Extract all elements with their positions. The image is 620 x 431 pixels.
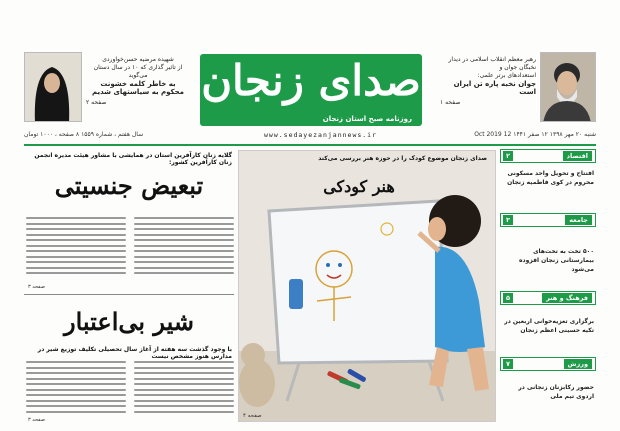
left-column bbox=[24, 147, 234, 431]
story1-body-right bbox=[134, 217, 234, 277]
story2-kicker: با وجود گذشت سه هفته از آغاز سال تحصیلی تکلیف توزیع شیر در مدارس هنوز مشخص نیست bbox=[37, 346, 232, 360]
logo-subtitle: روزنامه صبح استان زنجان bbox=[322, 115, 412, 123]
masthead-left-line-1: شهیده مرضیه حسن‌خواوردی bbox=[102, 56, 174, 63]
section-label: جامعه bbox=[565, 215, 592, 225]
section-label: فرهنگ و هنر bbox=[542, 293, 592, 303]
photo-caption: صدای زنجان موضوع کودک را در حوزه هنر بررسی می‌کند bbox=[318, 155, 487, 162]
story1-kicker: گلایه زنان کارآفرین استان در همایشی با مشاور هیئت مدیره انجمن زنان کارآفرین کشور: bbox=[34, 152, 232, 166]
sidebar-story-economy[interactable]: افتتاح و تحویل واحد مسکونی محروم در کوی فاطمیه زنجان bbox=[507, 170, 594, 186]
date-line: شنبه ۲۰ مهر ۱۳۹۸ ۱۲ صفر ۱۴۴۱ 12 Oct 2019 bbox=[474, 131, 596, 138]
photo-headline: هنر کودکی bbox=[323, 177, 395, 196]
masthead-left-line-2: از تاثیر گذاری که ۱۰ در سال دستان می‌گوید bbox=[93, 64, 183, 79]
sidebar-story-sports[interactable]: حضور رکابزنان زنجانی در اردوی تیم ملی bbox=[518, 384, 594, 400]
sidebar-story-culture[interactable]: برگزاری تعزیه‌خوانی اربعین در تکیه حسینی اعظم زنجان bbox=[504, 318, 594, 334]
section-page-number: ۷ bbox=[503, 359, 513, 369]
lead-photo[interactable] bbox=[238, 150, 496, 422]
masthead-info-row bbox=[24, 130, 596, 142]
website-url[interactable]: www.sedayezanjannews.ir bbox=[264, 131, 378, 139]
sidebar-index bbox=[500, 147, 596, 431]
masthead-right-page: صفحه ۱ bbox=[440, 99, 461, 106]
section-page-number: ۲ bbox=[503, 151, 513, 161]
sidebar-section-sports[interactable] bbox=[500, 357, 596, 371]
masthead-right-line-2: استعدادهای برتر علمی: bbox=[477, 72, 536, 79]
masthead-left-story[interactable] bbox=[86, 56, 190, 107]
masthead-right-story[interactable] bbox=[440, 56, 536, 107]
masthead-left-page: صفحه ۲ bbox=[86, 99, 107, 106]
story2-headline[interactable]: شیر بی‌اعتبار bbox=[63, 307, 194, 336]
story1-page-ref: صفحه ۳ bbox=[28, 284, 45, 290]
story2-body-left bbox=[26, 361, 126, 417]
story2-page-ref: صفحه ۳ bbox=[28, 417, 45, 423]
leader-portrait-photo bbox=[540, 52, 596, 122]
masthead-divider bbox=[24, 144, 596, 146]
masthead-right-line-1: رهبر معظم انقلاب اسلامی در دیدار نخبگان جوان و bbox=[448, 56, 536, 71]
section-page-number: ۳ bbox=[503, 215, 513, 225]
sidebar-section-culture[interactable] bbox=[500, 291, 596, 305]
masthead-left-headline-2: محکوم به سیاستهای شدیم bbox=[92, 88, 184, 96]
photo-page-ref: صفحه ۴ bbox=[243, 413, 262, 419]
story1-headline[interactable]: تبعیض جنسیتی bbox=[54, 171, 204, 200]
story2-body-right bbox=[134, 361, 234, 417]
woman-portrait-photo bbox=[24, 52, 82, 122]
sidebar-section-society[interactable] bbox=[500, 213, 596, 227]
section-label: ورزش bbox=[564, 359, 593, 369]
section-page-number: ۵ bbox=[503, 293, 513, 303]
story-divider bbox=[24, 294, 234, 295]
issue-line: سال هفتم ، شماره ۱۵۵۹ ۸ صفحه ، ۱۰۰۰ تومان bbox=[24, 131, 144, 138]
section-label: اقتصاد bbox=[563, 151, 592, 161]
sidebar-section-economy[interactable] bbox=[500, 149, 596, 163]
newspaper-logo bbox=[200, 54, 422, 126]
masthead-right-headline: جوان نخبه پاره تن ایران است bbox=[453, 80, 536, 96]
masthead-left-headline-1: به خاطر کلمه خشونت bbox=[100, 80, 176, 88]
story1-body-left bbox=[26, 217, 126, 277]
sidebar-story-society[interactable]: ۵۰۰ تخت به تخت‌های بیمارستانی زنجان افزوده می‌شود bbox=[518, 248, 594, 273]
logo-title: صدای زنجان bbox=[201, 56, 421, 105]
